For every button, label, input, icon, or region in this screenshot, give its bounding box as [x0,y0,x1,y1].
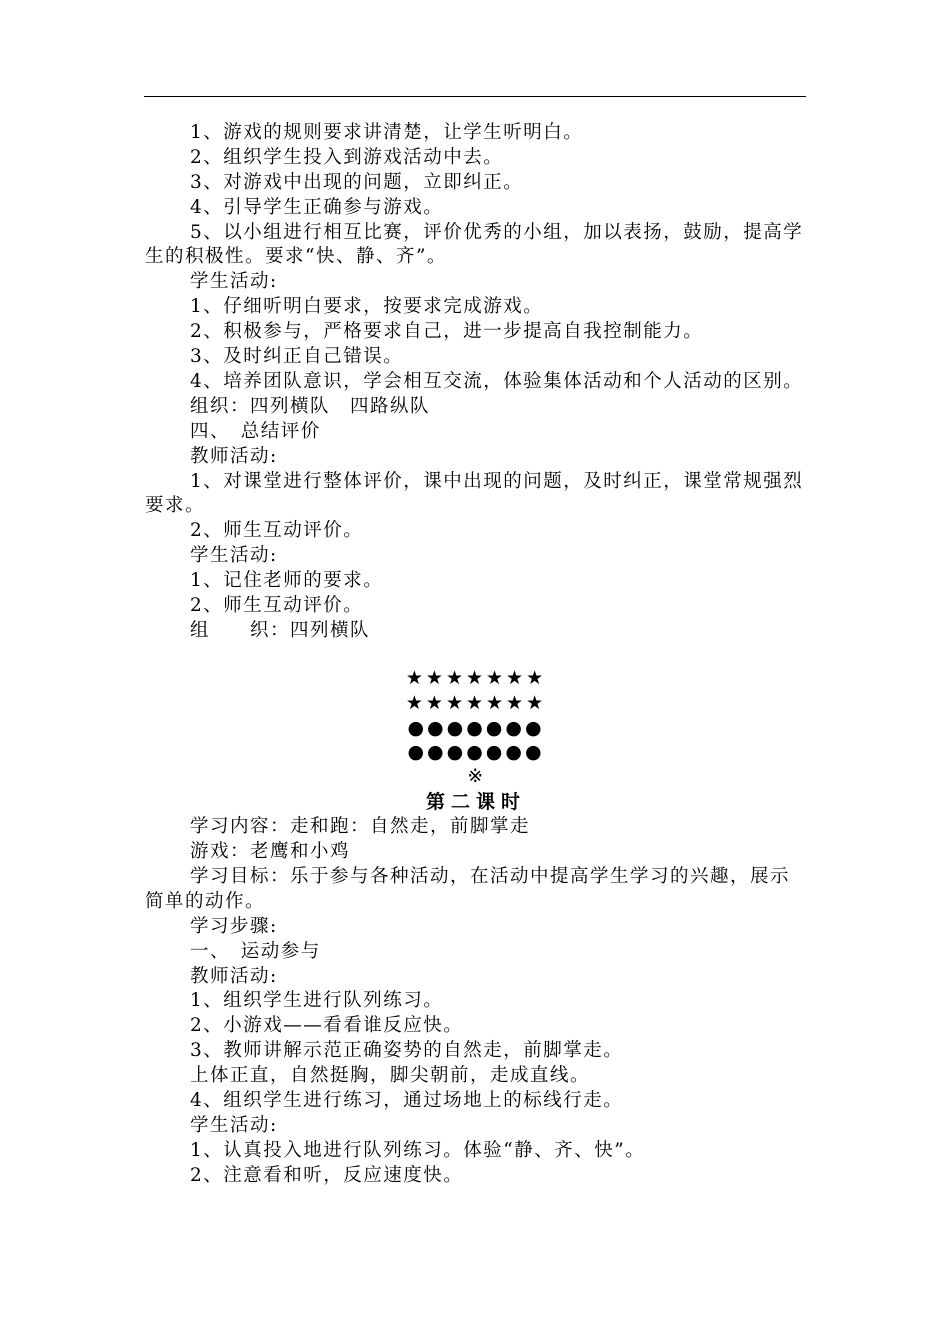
learning-content: 学习内容：走和跑：自然走，前脚掌走 [190,816,531,838]
summary-student-label: 学生活动: [190,545,278,567]
teacher-item-5: 5、以小组进行相互比赛，评价优秀的小组，加以表扬，鼓励，提高学生的积极性。要求“快、静、齐”。 [145,221,804,268]
learning-steps-label: 学习步骤: [190,915,278,937]
lesson2-teacher-item-1: 1、组织学生进行队列练习。 [190,990,444,1012]
step-1-heading: 一、 运动参与 [190,940,321,962]
summary-student-item-2: 2、师生互动评价。 [190,595,364,616]
lesson2-student-label: 学生活动: [190,1114,278,1136]
formation-row-dot-1: ●●●●●●● [407,716,545,739]
document-body [145,121,807,1189]
teacher-item-2: 2、组织学生投入到游戏活动中去。 [190,146,504,168]
teacher-item-4: 4、引导学生正确参与游戏。 [190,196,444,218]
lesson2-teacher-item-3: 3、教师讲解示范正确姿势的自然走，前脚掌走。 [190,1040,624,1062]
lesson-2-title: 第二课时 [425,791,526,814]
teacher-position-marker: ※ [467,766,485,788]
summary-teacher-item-1: 1、对课堂进行整体评价，课中出现的问题，及时纠正，课堂常规强烈要求。 [145,470,804,517]
lesson2-student-item-1: 1、认真投入地进行队列练习。体验“静、齐、快”。 [190,1139,646,1161]
organize-line: 组织：四列横队 四路纵队 [190,395,431,417]
teacher-item-3: 3、对游戏中出现的问题，立即纠正。 [190,171,524,193]
student-item-1: 1、仔细听明白要求，按要求完成游戏。 [190,296,544,318]
learning-goal: 学习目标：乐于参与各种活动，在活动中提高学生学习的兴趣，展示简单的动作。 [145,865,791,912]
game-line: 游戏：老鹰和小鸡 [190,841,351,863]
summary-student-item-1: 1、记住老师的要求。 [190,570,384,592]
lesson2-student-item-2: 2、注意看和听，反应速度快。 [190,1164,464,1186]
student-item-2: 2、积极参与，严格要求自己，进一步提高自我控制能力。 [190,321,704,343]
lesson2-teacher-item-4: 4、组织学生进行练习，通过场地上的标线行走。 [190,1089,624,1111]
lesson2-teacher-item-2: 2、小游戏——看看谁反应快。 [190,1015,464,1037]
summary-organize-line: 组 织：四列横队 [190,619,371,641]
formation-row-star-1: ★★★★★★★ [405,666,547,689]
lesson2-teacher-posture: 上体正直，自然挺胸，脚尖朝前，走成直线。 [190,1065,591,1087]
student-item-4: 4、培养团队意识，学会相互交流，体验集体活动和个人活动的区别。 [190,370,804,392]
lesson2-teacher-label: 教师活动: [190,965,278,987]
formation-row-star-2: ★★★★★★★ [405,691,547,714]
formation-row-dot-2: ●●●●●●● [407,741,545,764]
student-item-3: 3、及时纠正自己错误。 [190,346,404,368]
summary-teacher-item-2: 2、师生互动评价。 [190,520,364,542]
student-activity-label: 学生活动: [190,271,278,293]
teacher-item-1: 1、游戏的规则要求讲清楚，让学生听明白。 [190,122,584,143]
teacher-activity-label: 教师活动: [190,445,278,467]
section-heading-summary: 四、 总结评价 [190,420,321,442]
header-rule [144,96,806,97]
